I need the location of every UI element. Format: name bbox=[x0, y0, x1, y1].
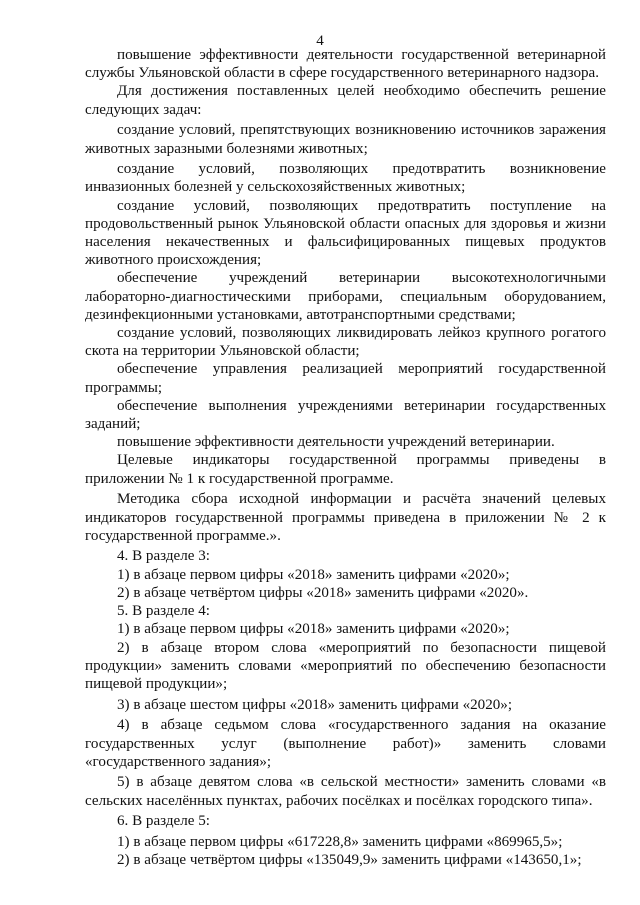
paragraph-section-3-heading: 4. В разделе 3: bbox=[117, 548, 210, 565]
paragraph-section-4-item-2: 2) в абзаце втором слова «мероприятий по безопасности пищевой продукции» заменить словами «мероприятий по обеспечению безопасности пищевой продукции»; bbox=[85, 639, 606, 692]
paragraph-task-management: обеспечение управления реализацией мероприятий государственной программы; bbox=[85, 361, 606, 396]
paragraph-task-leukosis: создание условий, позволяющих ликвидировать лейкоз крупного рогатого скота на территории Ульяновской области; bbox=[85, 325, 606, 360]
paragraph-methodology: Методика сбора исходной информации и расчёта значений целевых индикаторов государственной программы приведена в приложении № 2 к государственной программе.». bbox=[85, 491, 606, 544]
page-number: 4 bbox=[316, 33, 324, 49]
paragraph-indicators: Целевые индикаторы государственной программы приведены в приложении № 1 к государственной программе. bbox=[85, 452, 606, 487]
paragraph-section-4-item-5: 5) в абзаце девятом слова «в сельской местности» заменить словами «в сельских населённых пунктах, рабочих посёлках и посёлках городского типа». bbox=[85, 774, 606, 809]
paragraph-section-3-item-1: 1) в абзаце первом цифры «2018» заменить цифрами «2020»; bbox=[117, 566, 510, 583]
paragraph-task-assignments: обеспечение выполнения учреждениями ветеринарии государственных заданий; bbox=[85, 397, 606, 433]
paragraph-section-3-item-2: 2) в абзаце четвёртом цифры «2018» заменить цифрами «2020». bbox=[117, 584, 529, 601]
paragraph-section-4-item-3: 3) в абзаце шестом цифры «2018» заменить цифрами «2020»; bbox=[117, 696, 513, 713]
paragraph-section-5-heading: 6. В разделе 5: bbox=[117, 813, 210, 830]
paragraph-task-infection-prevention: создание условий, препятствующих возникновению источников заражения животных заразными болезнями животных; bbox=[85, 122, 606, 157]
paragraph-task-food-safety: создание условий, позволяющих предотвратить поступление на продовольственный рынок Ульяновской области опасных для здоровья и жизни населения некачественных и фальсифицированных пищевых продуктов животного происхождения; bbox=[85, 197, 606, 269]
paragraph-task-institution-efficiency: повышение эффективности деятельности учреждений ветеринарии. bbox=[117, 434, 555, 451]
paragraph-goal-efficiency: повышение эффективности деятельности государственной ветеринарной службы Ульяновской области в сфере государственного ветеринарного надзора. bbox=[85, 47, 606, 82]
paragraph-section-4-heading: 5. В разделе 4: bbox=[117, 603, 210, 620]
paragraph-task-equipment: обеспечение учреждений ветеринарии высокотехнологичными лабораторно-диагностическими приборами, специальным оборудованием, дезинфекционными установками, автотранспортными средствами; bbox=[85, 270, 606, 323]
paragraph-section-4-item-4: 4) в абзаце седьмом слова «государственного задания на оказание государственных услуг (выполнение работ)» заменить словами «государственного задания»; bbox=[85, 717, 606, 770]
paragraph-section-5-item-1: 1) в абзаце первом цифры «617228,8» заменить цифрами «869965,5»; bbox=[117, 834, 563, 851]
paragraph-task-invasive-diseases: создание условий, позволяющих предотвратить возникновение инвазионных болезней у сельскохозяйственных животных; bbox=[85, 161, 606, 196]
paragraph-section-4-item-1: 1) в абзаце первом цифры «2018» заменить цифрами «2020»; bbox=[117, 621, 510, 638]
paragraph-tasks-intro: Для достижения поставленных целей необходимо обеспечить решение следующих задач: bbox=[85, 83, 606, 118]
paragraph-section-5-item-2: 2) в абзаце четвёртом цифры «135049,9» заменить цифрами «143650,1»; bbox=[117, 852, 582, 869]
document-body bbox=[85, 46, 606, 869]
